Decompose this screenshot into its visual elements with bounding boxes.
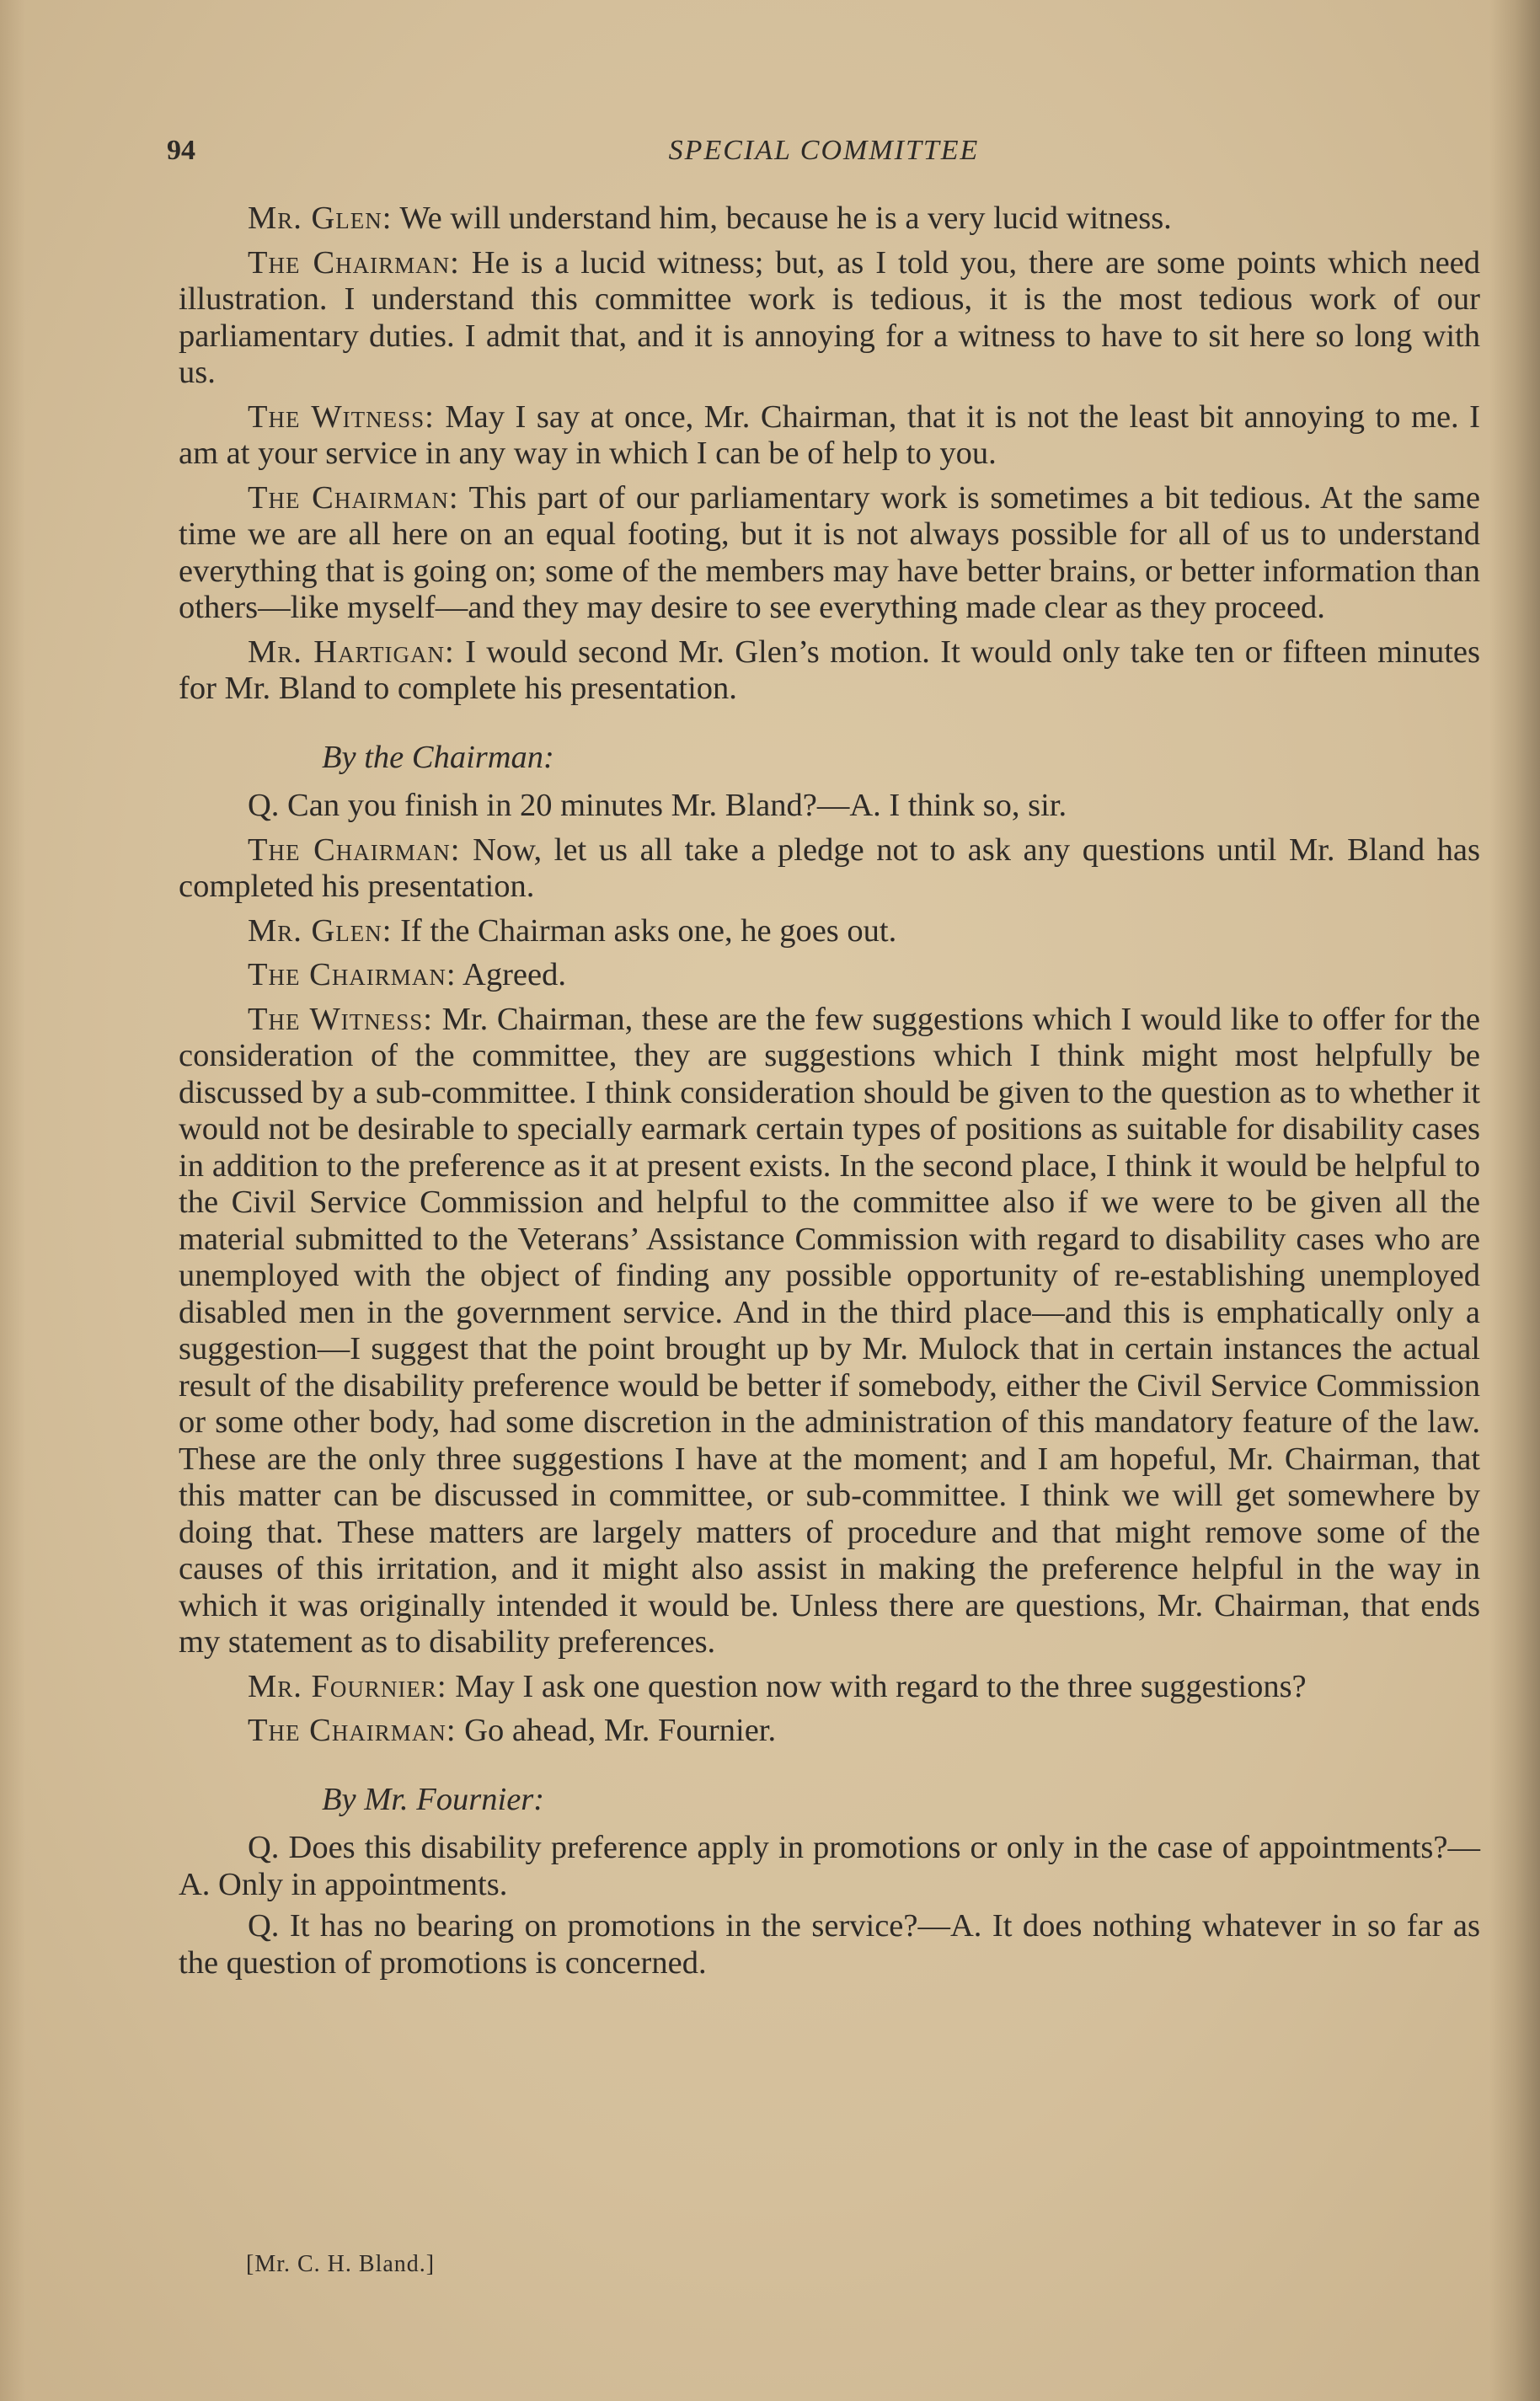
paragraph <box>179 1669 1480 1706</box>
paragraph <box>179 399 1480 473</box>
paragraph-text: May I ask one question now with regard to the three suggestions? <box>446 1668 1307 1704</box>
section-heading: By Mr. Fournier: <box>322 1781 545 1817</box>
paragraph <box>179 1002 1480 1661</box>
speaker-name: The Witness: <box>248 398 435 435</box>
speaker-name: Mr. Glen: <box>248 201 393 236</box>
paragraph-text: Now, let us all take a pledge not to ask any questions until Mr. Bland has completed his presentation. <box>179 832 1480 904</box>
question-answer <box>179 788 1480 825</box>
speaker-name: The Witness: <box>248 1001 433 1037</box>
paragraph <box>179 201 1480 238</box>
paragraph <box>179 245 1480 392</box>
section-heading: By the Chairman: <box>322 739 554 775</box>
paragraph-text: May I say at once, Mr. Chairman, that it is not the least bit annoying to me. I am at your service in any way in which I can be of help to you. <box>179 398 1480 471</box>
page-number: 94 <box>167 135 195 166</box>
page-header <box>167 135 1481 177</box>
paragraph <box>179 1713 1480 1750</box>
paragraph-text: Mr. Chairman, these are the few suggestions which I would like to offer for the consideration of the committee, they are suggestions which I think might most helpfully be discussed by a sub-committee. I think consideration should be given to the question as to whether it would not be desirable to specially earmark certain types of positions as suitable for disability cases in addition to the preference as it at present exists. In the second place, I think it would be helpful to the Civil Service Commission and helpful to the committee also if we were to be given all the material submitted to the Veterans’ Assistance Commission with regard to disability cases who are unemployed with the object of finding any possible opportunity of re-establishing unemployed disabled men in the government service. And in the third place—and this is emphatically only a suggestion—I suggest that the point brought up by Mr. Mulock that in certain instances the actual result of the disability preference would be better if somebody, either the Civil Service Commission or some other body, had some discretion in the administration of this mandatory feature of the law. These are the only three suggestions I have at the moment; and I am hopeful, Mr. Chairman, that this matter can be discussed in committee, or sub-committee. I think we will get somewhere by doing that. These matters are largely matters of procedure and that might remove some of the causes of this irritation, and it might also assist in making the preference helpful in the way in which it was originally intended it would be. Unless there are questions, Mr. Chairman, that ends my statement as to disability preferences. <box>179 1001 1480 1660</box>
paragraph <box>179 832 1480 906</box>
running-title: SPECIAL COMMITTEE <box>668 135 980 166</box>
speaker-name: The Chairman: <box>248 244 460 281</box>
page-binding-edge <box>1489 0 1540 2401</box>
paragraph-text: Q. Does this disability preference apply in promotions or only in the case of appointments?—A. Only in appointments. <box>179 1830 1480 1902</box>
page-body <box>179 201 1480 1987</box>
paragraph-text: Go ahead, Mr. Fournier. <box>456 1713 777 1748</box>
question-answer <box>179 1830 1480 1903</box>
speaker-name: The Chairman: <box>248 1713 457 1748</box>
paragraph-text: He is a lucid witness; but, as I told you, there are some points which need illustration. I understand this committee work is tedious, it is the most tedious work of our parliamentary duties. I admit that, and it is annoying for a witness to have to sit here so long with us. <box>179 244 1480 390</box>
speaker-name: The Chairman: <box>248 957 457 992</box>
paragraph <box>179 957 1480 994</box>
paragraph-text: This part of our parliamentary work is sometimes a bit tedious. At the same time we are all here on an equal footing, but it is not always possible for all of us to understand everything that is going on; some of the members may have better brains, or better information than others—like myself—and they may desire to see everything made clear as they proceed. <box>179 479 1480 625</box>
paragraph-text: Q. Can you finish in 20 minutes Mr. Bland?—A. I think so, sir. <box>248 788 1067 823</box>
speaker-name: The Chairman: <box>248 479 459 516</box>
page-left-shadow <box>0 0 25 2401</box>
paragraph-text: We will understand him, because he is a very lucid witness. <box>392 201 1172 236</box>
paragraph-text: If the Chairman asks one, he goes out. <box>392 912 897 949</box>
footer-attribution: [Mr. C. H. Bland.] <box>246 2251 436 2277</box>
paragraph <box>179 480 1480 627</box>
speaker-name: Mr. Hartigan: <box>248 634 455 670</box>
paragraph <box>179 634 1480 708</box>
paragraph-text: Q. It has no bearing on promotions in the service?—A. It does nothing whatever in so far as the question of promotions is concerned. <box>179 1908 1480 1981</box>
paragraph-text: I would second Mr. Glen’s motion. It would only take ten or fifteen minutes for Mr. Bland to complete his presentation. <box>179 634 1480 706</box>
paragraph <box>179 913 1480 950</box>
speaker-name: Mr. Fournier: <box>248 1668 447 1704</box>
question-answer <box>179 1908 1480 1981</box>
paragraph-text: Agreed. <box>456 957 566 992</box>
speaker-name: The Chairman: <box>248 832 461 868</box>
speaker-name: Mr. Glen: <box>248 912 393 949</box>
